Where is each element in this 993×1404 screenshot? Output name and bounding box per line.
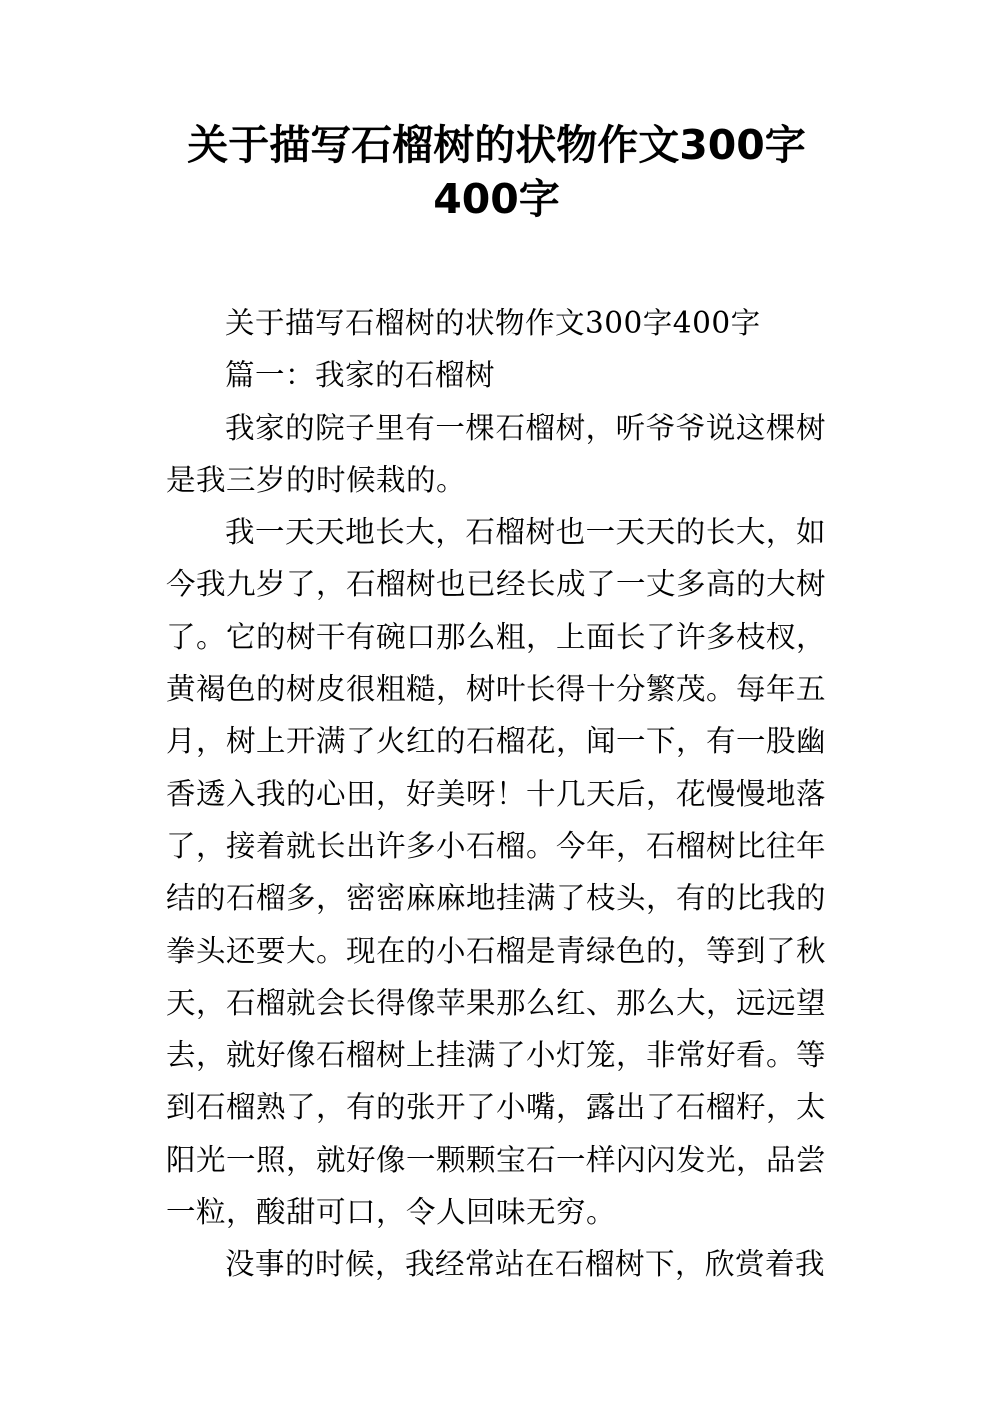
paragraph: 我家的院子里有一棵石榴树，听爷爷说这棵树是我三岁的时候栽的。 — [166, 410, 826, 497]
title-line-2: 400字 — [433, 175, 560, 223]
paragraph: 我一天天地长大，石榴树也一天天的长大，如今我九岁了，石榴树也已经长成了一丈多高的大树了。它的树干有碗口那么粗，上面长了许多枝杈，黄褐色的树皮很粗糙，树叶长得十分繁茂。每年五月，树上开满了火红的石榴花，闻一下，有一股幽香透入我的心田，好美呀！十几天后，花慢慢地落了，接着就长出许多小石榴。今年，石榴树比往年结的石榴多，密密麻麻地挂满了枝头，有的比我的拳头还要大。现在的小石榴是青绿色的，等到了秋天，石榴就会长得像苹果那么红、那么大，远远望去，就好像石榴树上挂满了小灯笼，非常好看。等到石榴熟了，有的张开了小嘴，露出了石榴籽，太阳光一照，就好像一颗颗宝石一样闪闪发光，品尝一粒，酸甜可口，令人回味无穷。 — [166, 515, 827, 1230]
title-line-1: 关于描写石榴树的状物作文300字 — [187, 121, 806, 169]
paragraph: 没事的时候，我经常站在石榴树下，欣赏着我 — [225, 1247, 826, 1282]
document-title — [150, 118, 843, 226]
section-heading: 篇一：我家的石榴树 — [225, 358, 496, 393]
subtitle-paragraph: 关于描写石榴树的状物作文300字400字 — [225, 306, 761, 340]
document-body — [166, 297, 826, 1291]
